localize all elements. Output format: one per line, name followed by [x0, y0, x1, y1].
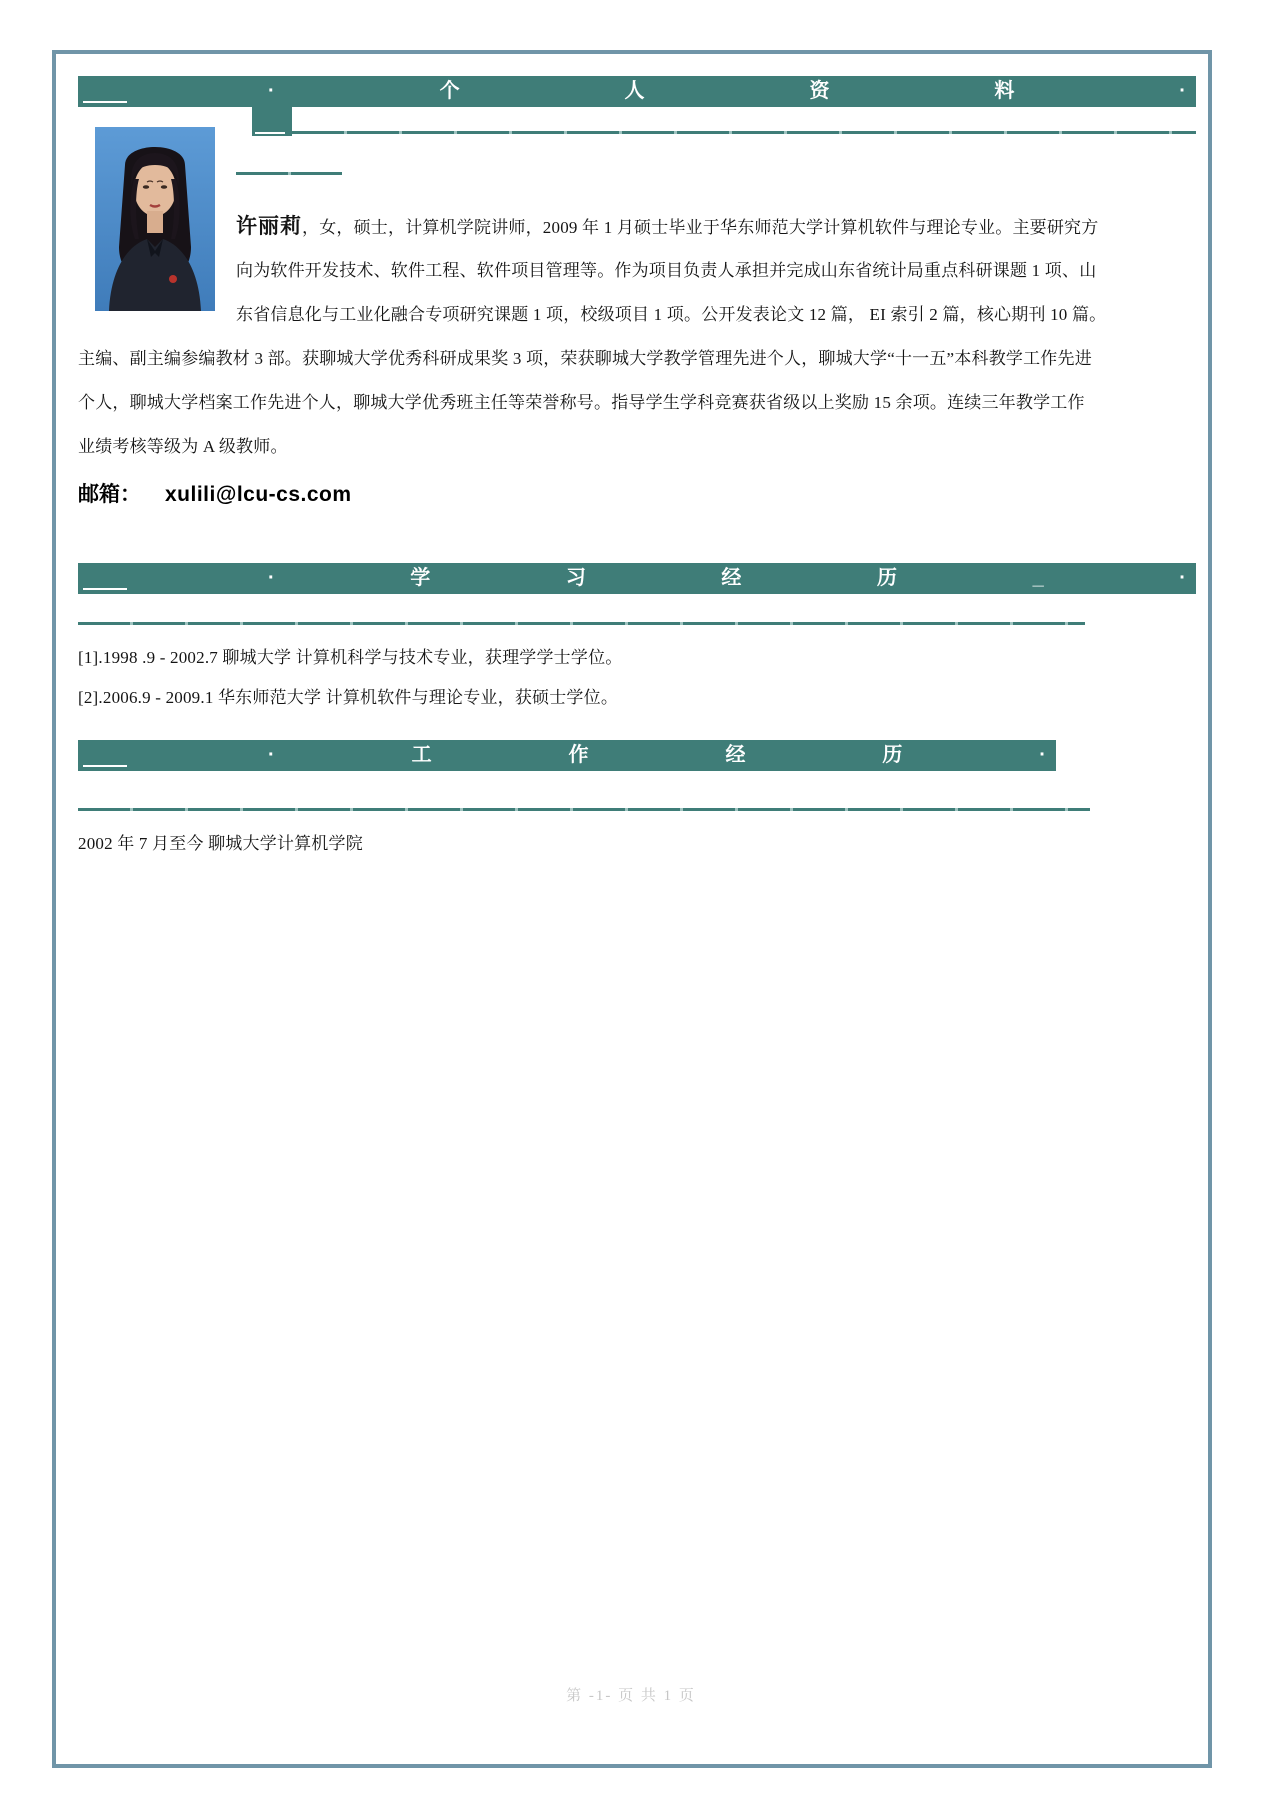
work-entry: 2002 年 7 月至今 聊城大学计算机学院: [78, 834, 363, 853]
bio-line: [236, 205, 1198, 249]
section-header-char: 工: [411, 744, 432, 766]
section-header-char: 经: [725, 744, 746, 766]
education-header-rule: [78, 622, 1085, 625]
section-header-char: ·: [268, 744, 275, 766]
section-header-char: ·: [268, 80, 275, 102]
section-header-char: _: [1032, 567, 1044, 589]
education-entry: [1].1998 .9 - 2002.7 聊城大学 计算机科学与技术专业，获理学学士学位。: [78, 648, 623, 667]
section-header-work: [78, 740, 1056, 771]
section-header-char: ·: [1179, 80, 1186, 102]
section-header-char: 作: [568, 744, 589, 766]
section-header-char: 历: [882, 744, 903, 766]
bio-line: 业绩考核等级为 A 级教师。: [78, 437, 288, 456]
work-header-rule: [78, 808, 1090, 811]
education-entry: [2].2006.9 - 2009.1 华东师范大学 计算机软件与理论专业，获硕士学位。: [78, 688, 619, 707]
section-header-char: 资: [809, 80, 830, 102]
person-name: 许丽莉: [236, 215, 302, 238]
personal-header-rule: [292, 131, 1196, 134]
section-header-char: 人: [624, 80, 645, 102]
work-list: [78, 824, 1198, 864]
email-row: [78, 478, 352, 508]
bio-paragraph: [78, 205, 1198, 469]
section-header-char: 习: [565, 567, 586, 589]
bio-line: 个人，聊城大学档案工作先进个人，聊城大学优秀班主任等荣誉称号。指导学生学科竞赛获省级以上奖励 15 余项。连续三年教学工作: [78, 393, 1085, 412]
email-value: xulili@lcu-cs.com: [165, 483, 352, 506]
bio-line: 东省信息化与工业化融合专项研究课题 1 项，校级项目 1 项。公开发表论文 12 篇， EI 索引 2 篇，核心期刊 10 篇。: [236, 305, 1107, 324]
section-header-char: 个: [439, 80, 460, 102]
bio-line: 主编、副主编参编教材 3 部。获聊城大学优秀科研成果奖 3 项，荣获聊城大学教学管理先进个人，聊城大学“十一五”本科教学工作先进: [78, 349, 1092, 368]
name-underline-rule: [236, 172, 342, 175]
section-header-char: ·: [268, 567, 275, 589]
header-stub-block: [252, 106, 292, 136]
page-footer: 第 -1- 页 共 1 页: [566, 1688, 696, 1704]
bio-line: 向为软件开发技术、软件工程、软件项目管理等。作为项目负责人承担并完成山东省统计局重点科研课题 1 项、山: [236, 261, 1097, 280]
education-list: [78, 638, 1198, 718]
section-header-char: 历: [876, 567, 897, 589]
section-header-personal: [78, 76, 1196, 107]
bio-line-text: ，女，硕士，计算机学院讲师，2009 年 1 月硕士毕业于华东师范大学计算机软件与理论专业。主要研究方: [302, 218, 1099, 237]
section-header-char: ·: [1039, 744, 1046, 766]
section-header-education: [78, 563, 1196, 594]
bio-indented-lines: [78, 249, 1198, 337]
section-header-char: 料: [994, 80, 1015, 102]
section-header-char: ·: [1179, 567, 1186, 589]
email-label: 邮箱：: [78, 483, 141, 506]
section-header-char: 经: [721, 567, 742, 589]
section-header-char: 学: [410, 567, 431, 589]
bio-full-lines: [78, 337, 1198, 469]
